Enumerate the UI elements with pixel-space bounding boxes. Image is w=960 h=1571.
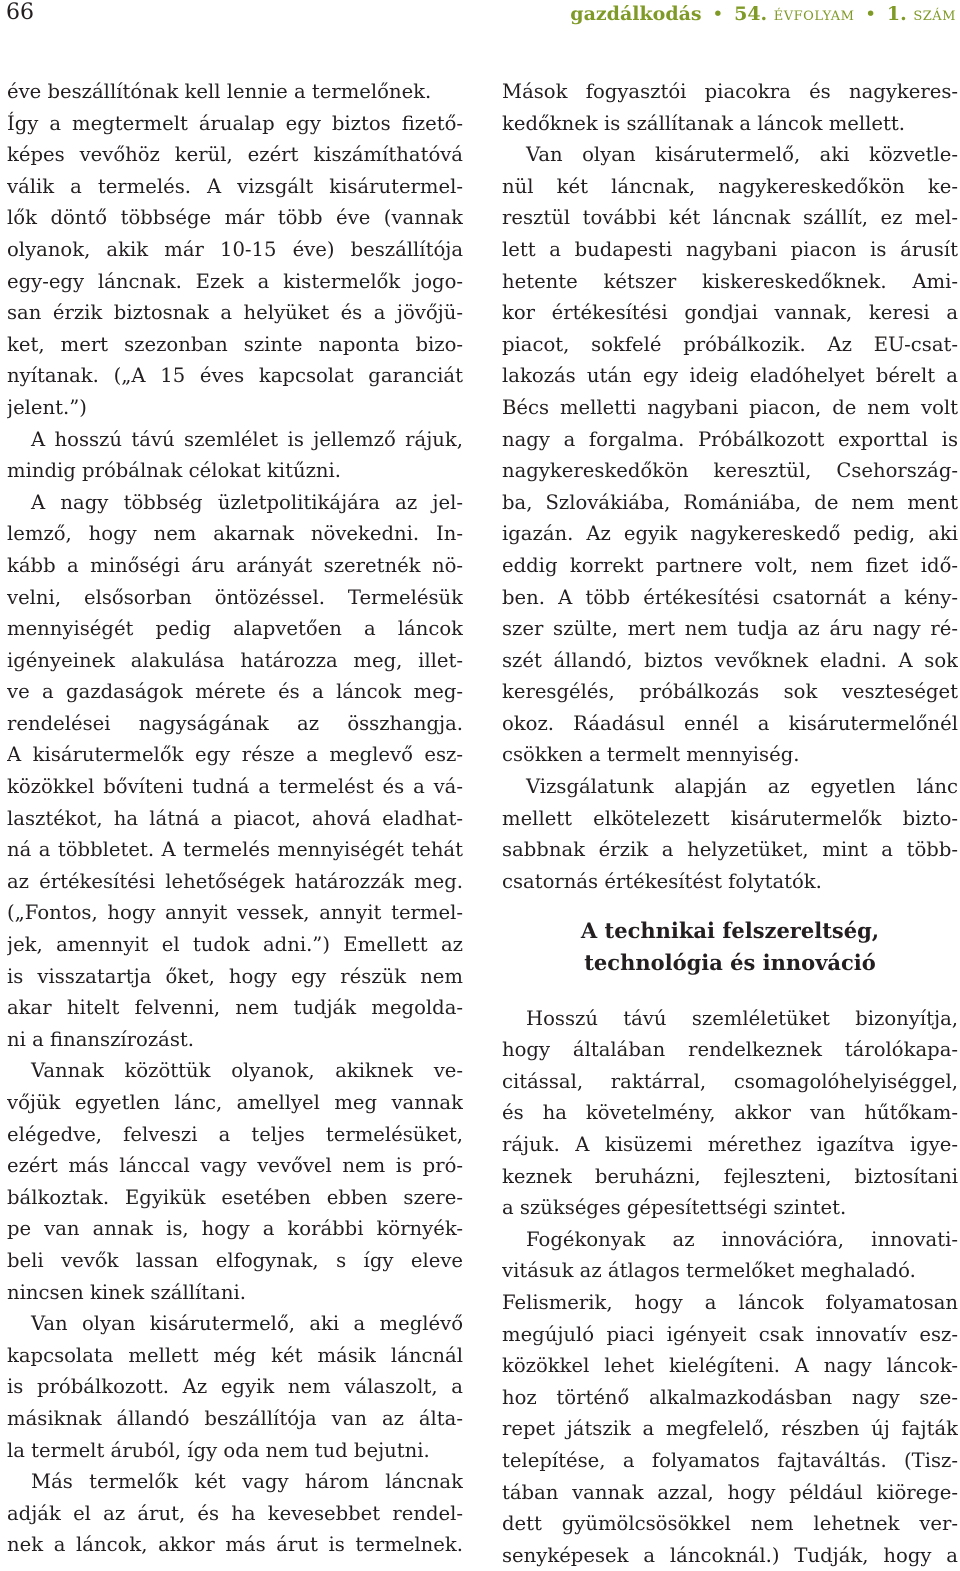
text-line: képes vevőhöz kerül, ezért kiszámíthatóvá (7, 143, 463, 167)
text-line: resztül további két láncnak szállít, ez mel- (502, 206, 958, 230)
text-line: A kisárutermelők egy része a meglevő esz- (7, 743, 463, 767)
text-line: nek a láncok, akkor más árut is termelnek. (7, 1533, 463, 1557)
text-line: nagykereskedőkön keresztül, Csehország- (502, 459, 958, 483)
text-line: hetente kétszer kiskereskedőknek. Ami- (502, 269, 958, 293)
text-line: tában vannak azzal, hogy például kiörege- (502, 1480, 958, 1504)
text-line: lakozás után egy ideig eladóhelyet bérelt a (502, 364, 958, 388)
text-line: Így a megtermelt árualap egy biztos fizető- (7, 111, 463, 135)
text-line: akar hitelt felvenni, nem tudják megolda- (7, 996, 463, 1020)
text-line: keresgélés, próbálkozás sok veszteséget (502, 680, 958, 704)
text-line: keznek beruházni, fejleszteni, biztosítani (502, 1164, 958, 1188)
text-line: is visszatartja őket, hogy egy részük nem (7, 964, 463, 988)
text-line: A nagy többség üzletpolitikájára az jel- (31, 490, 463, 514)
text-line: éve beszállítónak kell lennie a termelőnek. (7, 80, 432, 103)
text-line: lasztékot, ha látná a piacot, ahová eladhat- (7, 806, 463, 830)
running-head (570, 2, 956, 29)
text-line: nül két láncnak, nagykereskedőkön ke- (502, 174, 958, 198)
text-line: mennyiségét pedig alapvetően a láncok (7, 617, 463, 641)
text-line: szét állandó, biztos vevőknek eladni. A sok (502, 648, 958, 672)
text-line: rendelései nagyságának az összhangja. (7, 711, 463, 735)
text-line: lemző, hogy nem akarnak növekedni. In- (7, 522, 463, 546)
text-line: és ha követelmény, akkor van hűtőkam- (502, 1101, 958, 1125)
text-line: Van olyan kisárutermelő, aki a meglévő (31, 1312, 463, 1336)
text-line: velni, elsősorban öntözéssel. Termelésük (7, 585, 463, 609)
text-line: hoz történő alkalmazkodásban nagy sze- (502, 1385, 958, 1409)
separator: • (865, 3, 877, 25)
text-line: Más termelők két vagy három láncnak (31, 1470, 463, 1494)
right-column-top-text (502, 76, 958, 897)
text-line: nyítanak. („A 15 éves kapcsolat garanciát (7, 364, 463, 388)
text-line: ezért más lánccal vagy vevővel nem is pró- (7, 1154, 463, 1178)
text-line: jek, amennyit el tudok adni.”) Emellett az (7, 933, 463, 957)
text-line: sabbnak érzik a helyzetüket, mint a több- (502, 838, 958, 862)
text-line: lett a budapesti nagybani piacon is árusít (502, 237, 958, 261)
separator: • (712, 3, 724, 25)
text-line: mindig próbálnak célokat kitűzni. (7, 459, 342, 483)
left-column (7, 76, 463, 1561)
right-column (502, 76, 958, 1571)
text-line: csökken a termelt mennyiség. (502, 743, 800, 767)
text-line: kapcsolata mellett még két másik láncnál (7, 1343, 463, 1367)
text-line: a szükséges gépesítettségi szintet. (502, 1196, 847, 1220)
text-line: rájuk. A kisüzemi mérethez igazítva igye- (502, 1133, 958, 1156)
issue-label: SZÁM (913, 9, 956, 24)
text-line: piacot, sokfelé próbálkozik. Az EU-csat- (502, 332, 958, 356)
issue-number: 1. (886, 3, 907, 25)
text-line: Hosszú távú szemléletüket bizonyítja, (526, 1006, 958, 1030)
volume-number: 54. (734, 3, 768, 25)
text-line: A hosszú távú szemlélet is jellemző rájuk, (31, 427, 463, 451)
volume-label: ÉVFOLYAM (773, 9, 855, 24)
text-line: ni a finanszírozást. (7, 1027, 194, 1051)
text-line: hogy általában rendelkeznek tárolókapa- (502, 1038, 958, 1062)
text-line: elégedve, felveszi a teljes termelésüket, (7, 1122, 463, 1146)
text-line: vőjük egyetlen lánc, amellyel meg vannak (7, 1091, 463, 1114)
page-header (0, 0, 960, 40)
text-line: ben. A több értékesítési csatornát a kény- (502, 585, 958, 609)
text-line: kább a minőségi áru arányát szeretnék nö- (7, 553, 463, 577)
text-line: telepítése, a folyamatos fajtaváltás. (Tisz- (502, 1448, 958, 1472)
text-line: Felismerik, hogy a láncok folyamatosan (502, 1290, 958, 1314)
text-line: nincsen kinek szállítani. (7, 1280, 246, 1304)
text-line: mellett elkötelezett kisárutermelők bizto- (502, 806, 958, 830)
text-line: pe van annak is, hogy a korábbi környék- (7, 1217, 463, 1241)
text-line: lők döntő többsége már több éve (vannak (7, 206, 463, 230)
text-line: ná a többletet. A termelés mennyiségét tehát (7, 838, 463, 862)
text-line: („Fontos, hogy annyit vessek, annyit termel- (7, 901, 463, 925)
text-line: ba, Szlovákiába, Romániába, de nem ment (502, 490, 958, 514)
text-line: másiknak állandó beszállítója van az álta- (7, 1406, 463, 1430)
text-line: közökkel lehet kielégíteni. A nagy láncok- (502, 1354, 958, 1378)
text-line: senyképesek a láncoknál.) Tudják, hogy a (502, 1543, 958, 1567)
text-line: megújuló piaci igényeit csak innovatív esz- (502, 1322, 958, 1346)
text-line: ket, mert szezonban szinte naponta bizo- (7, 332, 463, 356)
text-line: nagy a forgalma. Próbálkozott exporttal is (502, 427, 958, 451)
text-line: adják el az árut, és ha kevesebbet rendel- (7, 1501, 463, 1525)
text-line: la termelt áruból, így oda nem tud bejutni. (7, 1438, 430, 1462)
text-line: Fogékonyak az innovációra, innovati- (526, 1227, 958, 1251)
text-line: Mások fogyasztói piacokra és nagykeres- (502, 80, 958, 103)
text-line: citással, raktárral, csomagolóhelyiséggel, (502, 1069, 958, 1093)
section-heading-line: technológia és innováció (584, 950, 876, 976)
text-line: válik a termelés. A vizsgált kisárutermel- (7, 174, 463, 198)
text-line: Vannak közöttük olyanok, akiknek ve- (31, 1059, 463, 1083)
text-line: kedőknek is szállítanak a láncok mellett. (502, 111, 905, 135)
text-line: szer szülte, mert nem tudja az áru nagy ré- (502, 617, 958, 641)
text-line: jelent.”) (7, 395, 87, 419)
text-line: beli vevők lassan elfogynak, s így eleve (7, 1248, 463, 1272)
section-heading (502, 915, 958, 978)
text-line: igényeinek alakulása határozza meg, illet- (7, 648, 463, 672)
text-line: ve a gazdaságok mérete és a láncok meg- (7, 680, 463, 704)
text-line: Van olyan kisárutermelő, aki közvetle- (526, 143, 958, 167)
right-column-bottom-text (502, 1003, 958, 1571)
text-line: kor értékesítési gondjai vannak, keresi a (502, 301, 958, 325)
text-line: olyanok, akik már 10-15 éve) beszállítója (7, 237, 463, 261)
section-heading-line: A technikai felszereltség, (580, 918, 880, 944)
text-line: san érzik biztosnak a helyüket és a jövőjü- (7, 301, 463, 325)
text-line: az értékesítési lehetőségek határozzák meg. (7, 869, 463, 893)
text-line: dett gyümölcsösökkel nem lehetnek ver- (502, 1512, 958, 1536)
text-line: okoz. Ráadásul ennél a kisárutermelőnél (502, 711, 958, 735)
text-line: igazán. Az egyik nagykereskedő pedig, aki (502, 522, 958, 546)
text-line: eddig korrekt partnere volt, nem fizet idő- (502, 553, 958, 577)
text-line: bálkoztak. Egyikük esetében ebben szere- (7, 1185, 463, 1209)
text-line: repet játszik a megfelelő, részben új fajták (502, 1417, 958, 1441)
text-line: egy-egy láncnak. Ezek a kistermelők jogo- (7, 269, 463, 293)
text-line: közökkel bővíteni tudná a termelést és a vá- (7, 775, 463, 799)
page-number: 66 (6, 0, 34, 25)
journal-title: gazdálkodás (570, 3, 702, 25)
text-line: vitásuk az átlagos termelőket meghaladó. (502, 1259, 916, 1283)
text-line: Vizsgálatunk alapján az egyetlen lánc (526, 775, 958, 799)
text-line: Bécs melletti nagybani piacon, de nem volt (502, 395, 958, 419)
text-line: is próbálkozott. Az egyik nem válaszolt, a (7, 1375, 463, 1399)
text-line: csatornás értékesítést folytatók. (502, 869, 822, 893)
